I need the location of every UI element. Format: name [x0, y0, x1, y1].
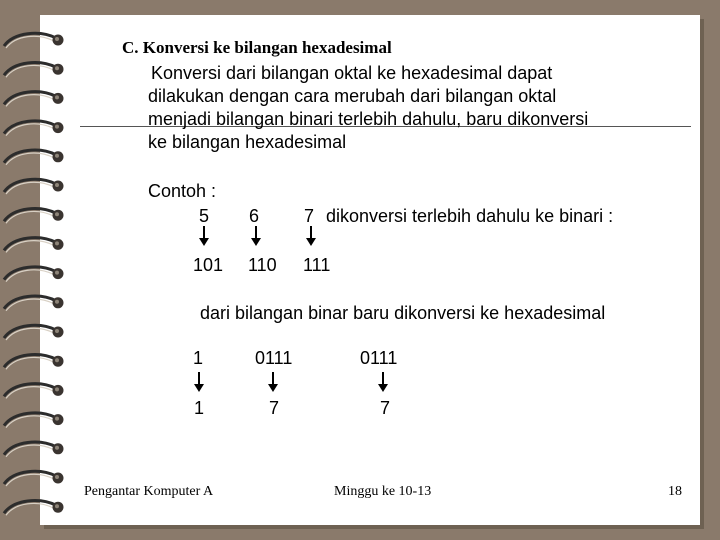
spiral-coil: [4, 179, 64, 194]
binary-regroup-2: 0111: [255, 348, 293, 368]
spiral-coil: [4, 92, 64, 107]
binary-group-2: 110: [248, 255, 277, 275]
down-arrow-icon: [251, 226, 261, 246]
second-step-note: dari bilangan binar baru dikonversi ke hexadesimal: [200, 303, 606, 323]
footer-course: Pengantar Komputer A: [84, 484, 214, 499]
paragraph-line-2: dilakukan dengan cara merubah dari bilangan oktal: [148, 86, 557, 106]
section-heading: C. Konversi ke bilangan hexadesimal: [122, 38, 392, 57]
spiral-coil: [4, 238, 64, 253]
hex-digit-3: 7: [380, 398, 391, 418]
spiral-coil: [4, 121, 64, 136]
octal-digit-2: 6: [249, 206, 260, 226]
paragraph-line-4: ke bilangan hexadesimal: [148, 132, 347, 152]
down-arrow-icon: [268, 372, 278, 392]
paragraph-line-3: menjadi bilangan binari terlebih dahulu, baru dikonversi: [148, 109, 589, 129]
spiral-coil: [4, 413, 64, 428]
spiral-coil: [4, 355, 64, 370]
spiral-coil: [4, 471, 64, 486]
spiral-coil: [4, 442, 64, 457]
page-number: 18: [668, 484, 682, 499]
hex-digit-1: 1: [194, 398, 205, 418]
binary-group-1: 101: [193, 255, 224, 275]
binary-regroup-3: 0111: [360, 348, 398, 368]
spiral-coil: [4, 325, 64, 340]
down-arrow-icon: [306, 226, 316, 246]
down-arrow-icon: [199, 226, 209, 246]
example-label: Contoh :: [148, 181, 217, 201]
spiral-coil: [4, 384, 64, 399]
spiral-coil: [4, 33, 64, 48]
footer-week: Minggu ke 10-13: [334, 484, 432, 499]
conversion-note: dikonversi terlebih dahulu ke binari :: [326, 206, 614, 226]
spiral-coil: [4, 267, 64, 282]
spiral-binding: [0, 20, 70, 520]
spiral-coil: [4, 296, 64, 311]
spiral-coil: [4, 501, 64, 516]
spiral-coil: [4, 63, 64, 78]
octal-digit-1: 5: [199, 206, 210, 226]
hex-digit-2: 7: [269, 398, 280, 418]
description-paragraph: [148, 62, 668, 154]
spiral-coil: [4, 209, 64, 224]
down-arrow-icon: [194, 372, 204, 392]
spiral-coil: [4, 150, 64, 165]
binary-regroup-1: 1: [193, 348, 204, 368]
down-arrow-icon: [378, 372, 388, 392]
octal-digit-3: 7: [304, 206, 315, 226]
paragraph-line-1: Konversi dari bilangan oktal ke hexadesimal dapat: [151, 63, 553, 83]
binary-group-3: 111: [303, 255, 331, 275]
